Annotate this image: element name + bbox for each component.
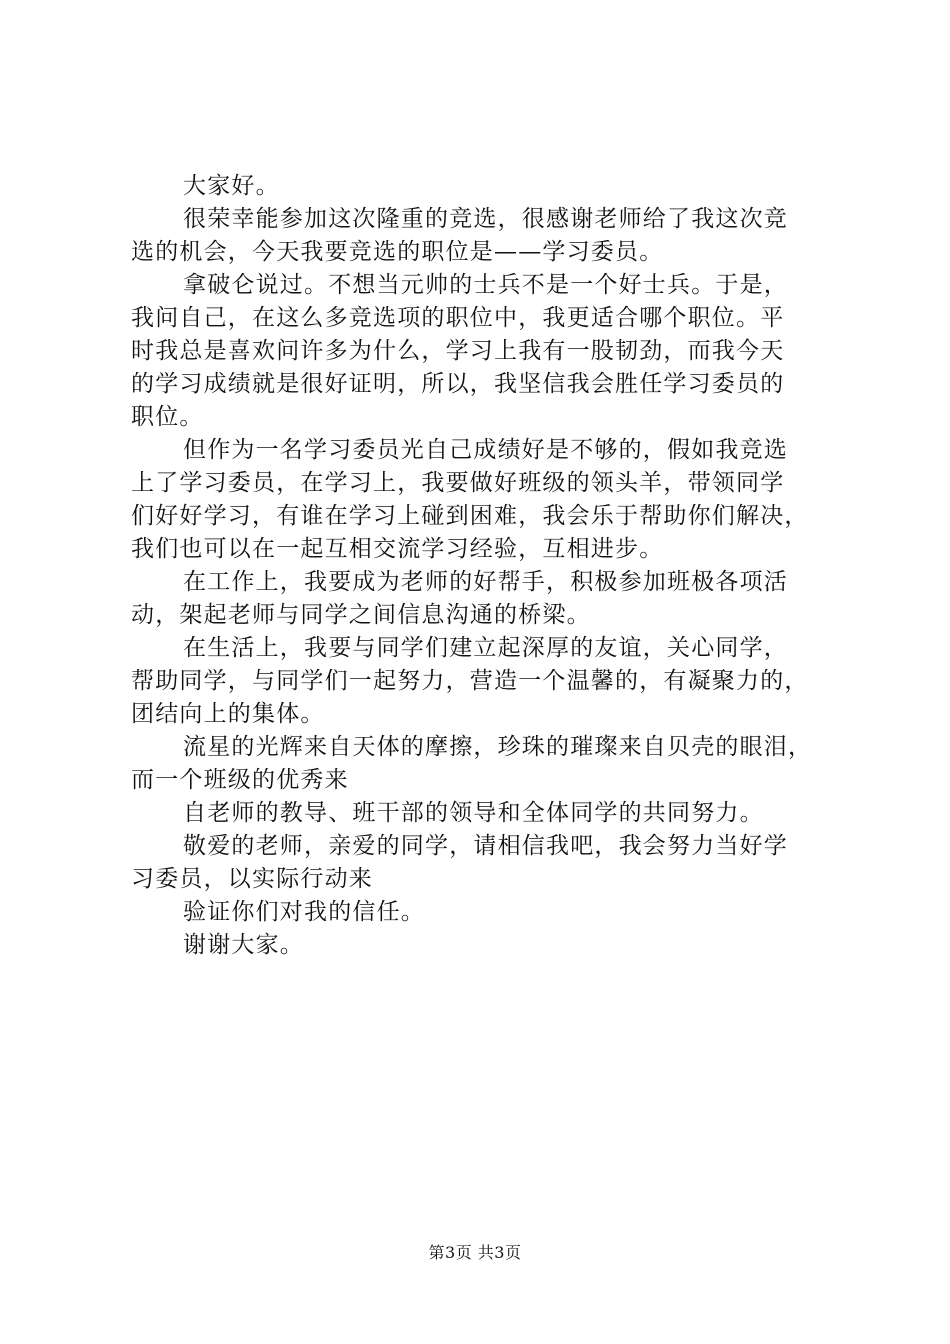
text-line: 自老师的教导、班干部的领导和全体同学的共同努力。 [183,800,764,826]
text-line: 在生活上，我要与同学们建立起深厚的友谊，关心同学， [183,635,788,661]
text-line: 我们也可以在一起互相交流学习经验，互相进步。 [131,536,664,562]
document-body [131,170,841,962]
text-line: 我问自己，在这么多竞选项的职位中，我更适合哪个职位。平 [131,305,785,331]
text-line: 很荣幸能参加这次隆重的竞选，很感谢老师给了我这次竞 [183,206,788,232]
text-line: 选的机会，今天我要竞选的职位是——学习委员。 [131,239,664,265]
text-line: 职位。 [131,404,204,430]
text-line: 时我总是喜欢问许多为什么，学习上我有一股韧劲，而我今天 [131,338,785,364]
text-line: 拿破仑说过。不想当元帅的士兵不是一个好士兵。于是， [183,272,788,298]
page-number-footer: 第3页 共3页 [428,1243,522,1262]
text-line: 流星的光辉来自天体的摩擦，珍珠的璀璨来自贝壳的眼泪， [183,734,813,760]
text-line: 验证你们对我的信任。 [183,899,425,925]
text-line: 团结向上的集体。 [131,701,325,727]
text-line: 动，架起老师与同学之间信息沟通的桥梁。 [131,602,591,628]
text-line: 上了学习委员，在学习上，我要做好班级的领头羊，带领同学 [131,470,785,496]
text-line: 谢谢大家。 [183,932,304,958]
text-line: 帮助同学，与同学们一起努力，营造一个温馨的，有凝聚力的， [131,668,809,694]
text-line: 的学习成绩就是很好证明，所以，我坚信我会胜任学习委员的 [131,371,785,397]
text-line: 大家好。 [183,173,280,199]
text-line: 敬爱的老师，亲爱的同学，请相信我吧，我会努力当好学 [183,833,788,859]
text-line: 在工作上，我要成为老师的好帮手，积极参加班极各项活 [183,569,788,595]
text-line: 而一个班级的优秀来 [131,767,349,793]
text-line: 但作为一名学习委员光自己成绩好是不够的，假如我竞选 [183,437,788,463]
text-line: 们好好学习，有谁在学习上碰到困难，我会乐于帮助你们解决， [131,503,809,529]
text-line: 习委员，以实际行动来 [131,866,373,892]
